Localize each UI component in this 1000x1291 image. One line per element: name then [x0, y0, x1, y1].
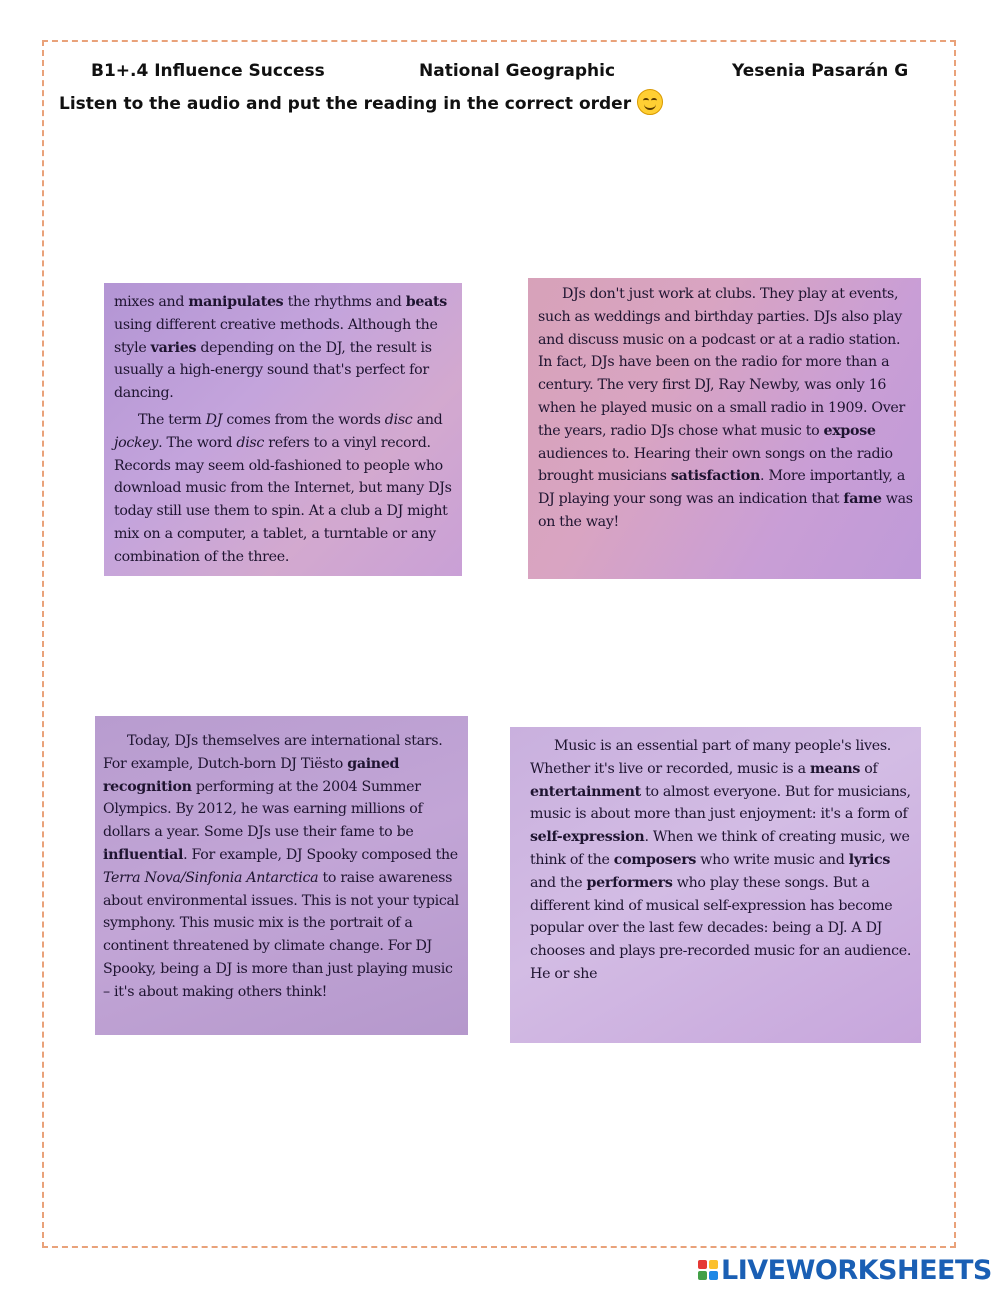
- author-name: Yesenia Pasarán G: [732, 61, 909, 81]
- card1-paragraph-1: mixes and manipulates the rhythms and beats using different creative methods. Although the style varies depending on the DJ, the result is usually a high-energy sound that's perfect for dancing.: [114, 294, 447, 402]
- reading-card-2[interactable]: [528, 278, 921, 579]
- card1-paragraph-2: The term DJ comes from the words disc and jockey. The word disc refers to a vinyl record. Records may seem old-fashioned to people who download music from the Internet, but many DJs today still use them to spin. At a club a DJ might mix on a computer, a tablet, a turntable or any combination of the three.: [114, 411, 452, 565]
- instruction-text: Listen to the audio and put the reading in the correct order: [59, 94, 632, 114]
- card4-paragraph: Music is an essential part of many people's lives. Whether it's live or recorded, music is a means of entertainment to almost everyone. But for musicians, music is about more than just enjoyment: it's a form of self-expression. When we think of creating music, we think of the composers who write music and lyrics and the performers who play these songs. But a different kind of musical self-expression has become popular over the last few decades: being a DJ. A DJ chooses and plays pre-recorded music for an audience. He or she: [530, 738, 912, 982]
- page-border: [42, 40, 956, 1248]
- brand-text: LIVEWORKSHEETS: [721, 1254, 992, 1286]
- reading-card-1[interactable]: [104, 283, 462, 576]
- reading-card-3[interactable]: [95, 716, 468, 1035]
- card2-paragraph: DJs don't just work at clubs. They play at events, such as weddings and birthday parties. DJs also play and discuss music on a podcast or at a radio station. In fact, DJs have been on the radio for more than a century. The very first DJ, Ray Newby, was only 16 when he played music on a small radio in 1909. Over the years, radio DJs chose what music to expose audiences to. Hearing their own songs on the radio brought musicians satisfaction. More importantly, a DJ playing your song was an indication that fame was on the way!: [538, 286, 913, 530]
- publisher-name: National Geographic: [419, 61, 616, 81]
- course-title: B1+.4 Influence Success: [91, 61, 325, 81]
- smiley-icon: [637, 89, 663, 115]
- reading-card-4[interactable]: [510, 727, 921, 1043]
- card3-paragraph: Today, DJs themselves are international stars. For example, Dutch-born DJ Tiësto gained recognition performing at the 2004 Summer Olympics. By 2012, he was earning millions of dollars a year. Some DJs use their fame to be influential. For example, DJ Spooky composed the Terra Nova/Sinfonia Antarctica to raise awareness about environmental issues. This is not your typical symphony. This music mix is the portrait of a continent threatened by climate change. For DJ Spooky, being a DJ is more than just playing music – it's about making others think!: [103, 733, 459, 1000]
- instruction: [59, 91, 663, 117]
- liveworksheets-brand[interactable]: [698, 1255, 992, 1285]
- liveworksheets-logo-icon: [698, 1260, 718, 1280]
